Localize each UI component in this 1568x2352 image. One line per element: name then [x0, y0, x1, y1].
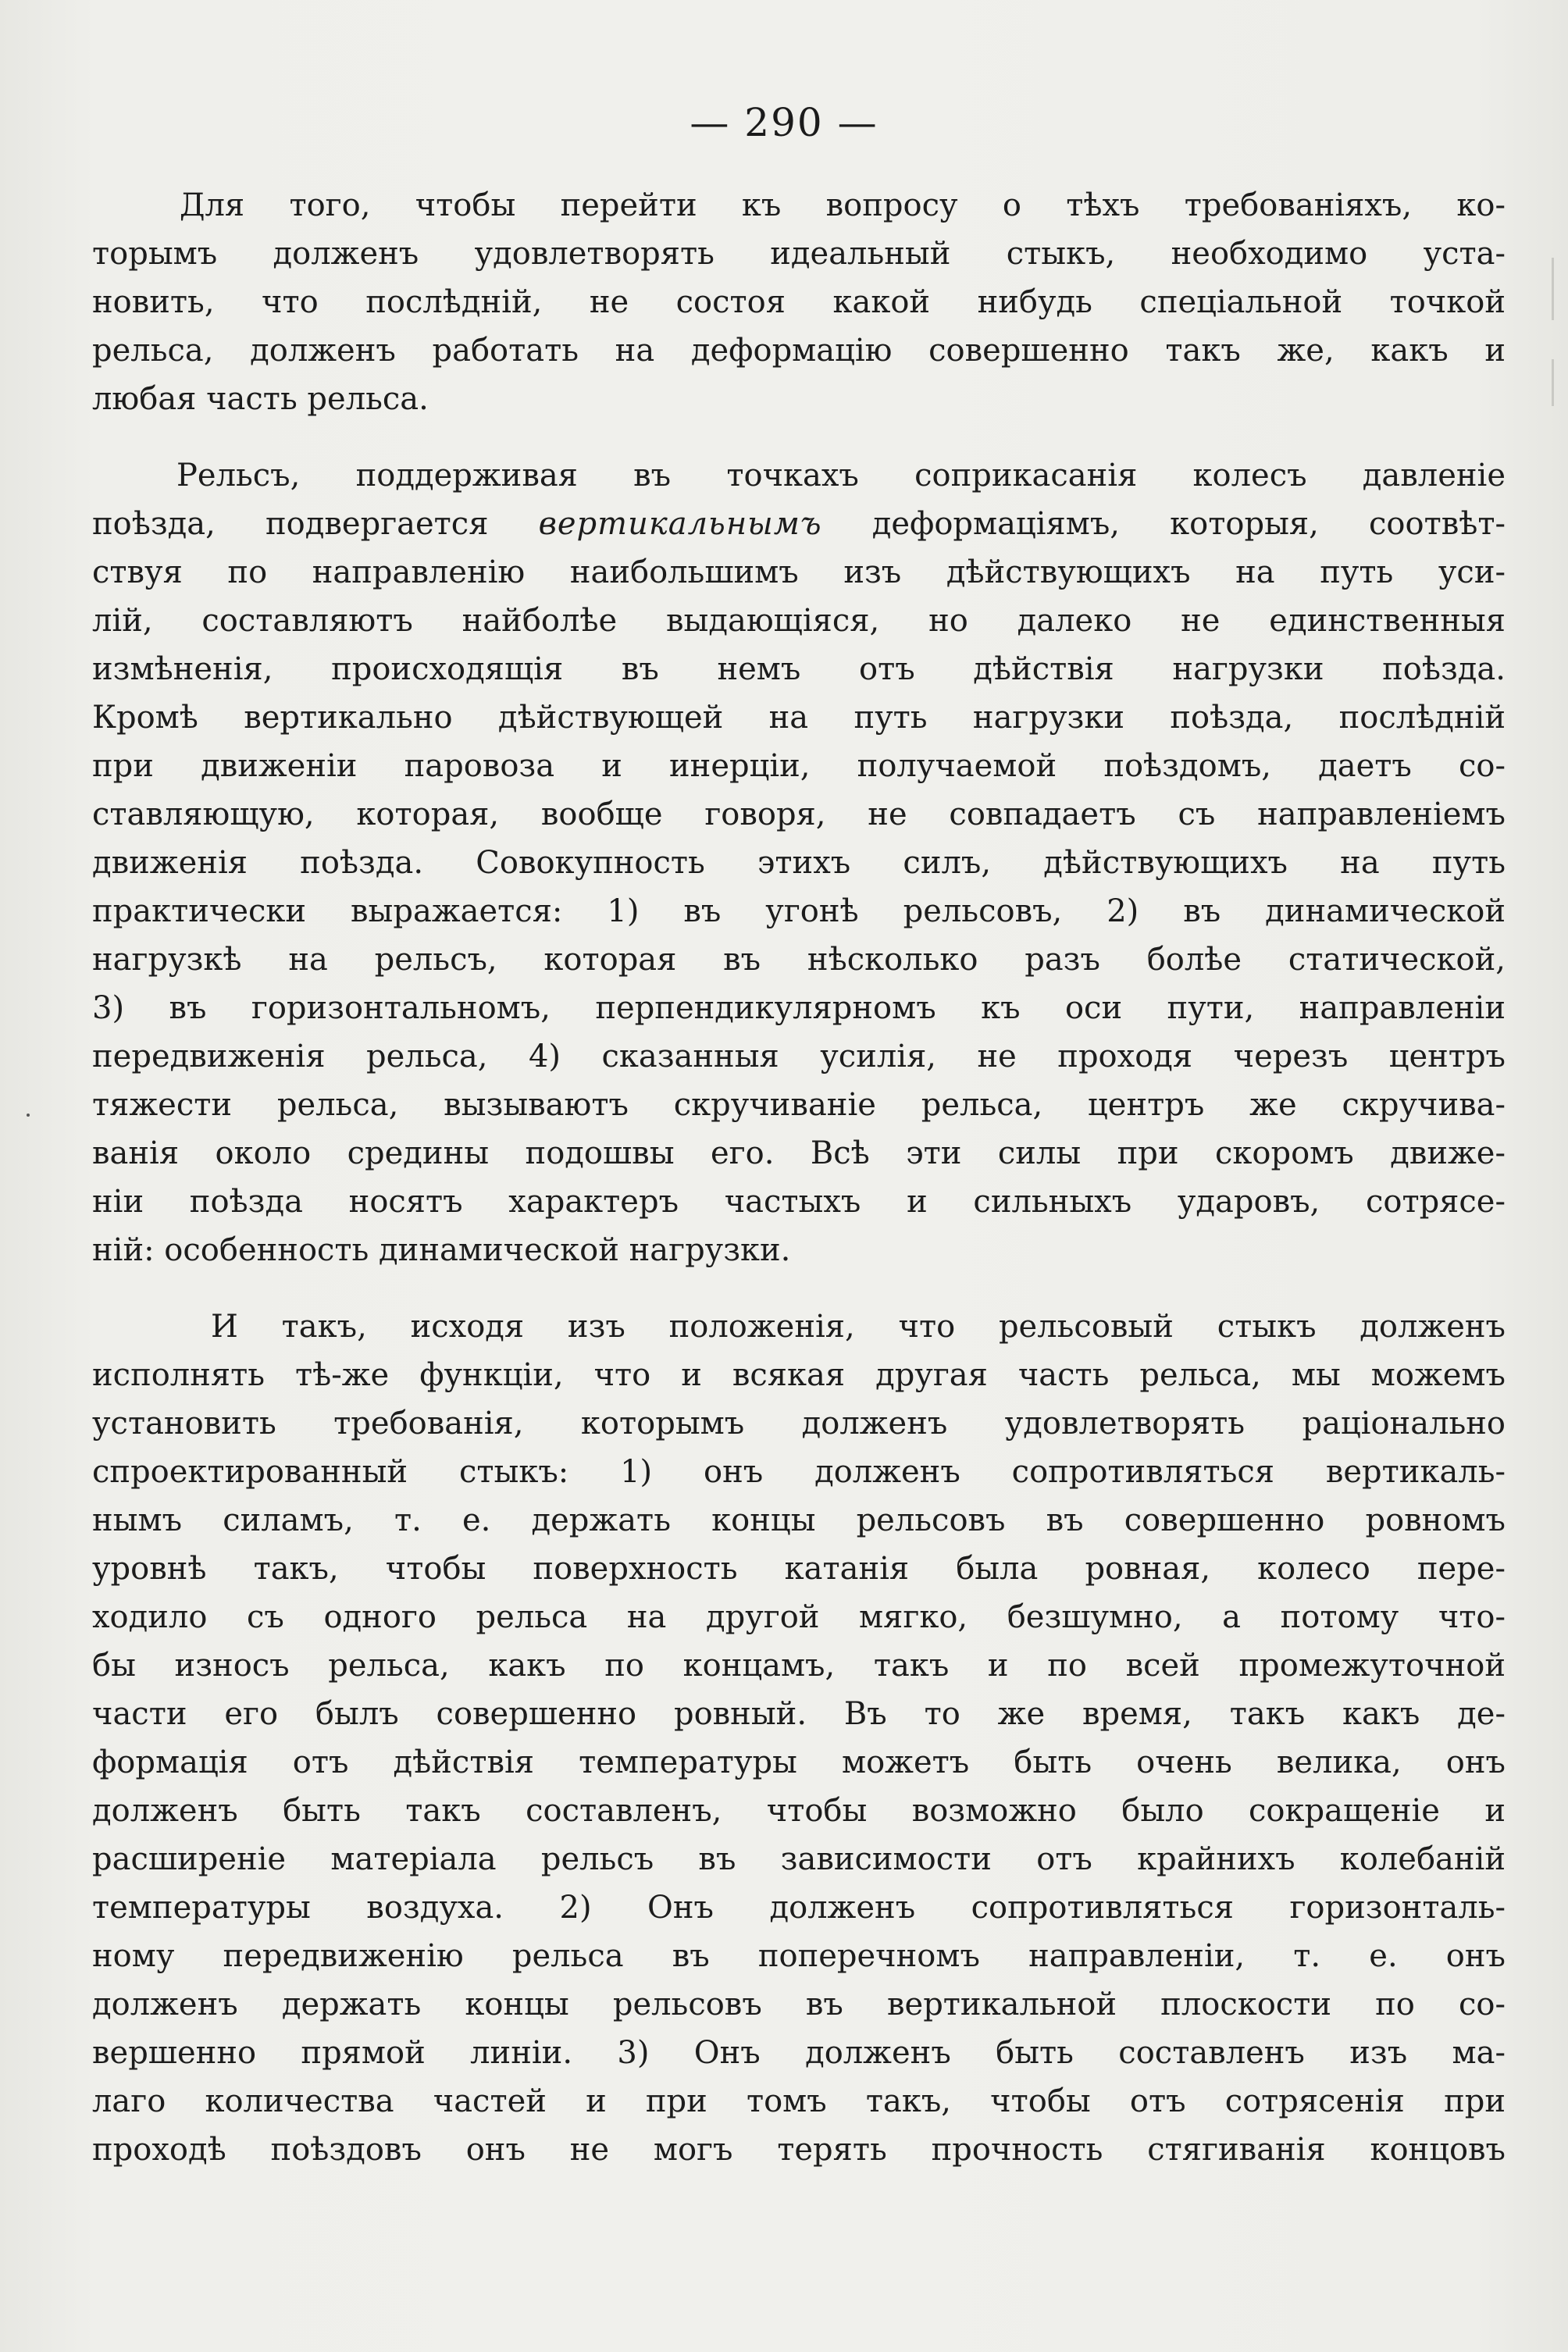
text-line: ходило съ одного рельса на другой мягко, безшумно, а потому что- [92, 1599, 1506, 1635]
text-line: ніи поѣзда носятъ характеръ частыхъ и сильныхъ ударовъ, сотрясе- [92, 1184, 1506, 1220]
paragraph-gap [92, 423, 1506, 451]
text-line: уровнѣ такъ, чтобы поверхность катанія была ровная, колесо пере- [92, 1551, 1506, 1587]
paragraph-3 [92, 1303, 1506, 2174]
text-line: Кромѣ вертикально дѣйствующей на путь нагрузки поѣзда, послѣдній [92, 700, 1506, 736]
paragraph-1 [92, 181, 1506, 423]
text-fragment: деформаціямъ, которыя, соотвѣт- [821, 506, 1506, 542]
text-line: практически выражается: 1) въ угонѣ рельсовъ, 2) въ динамической [92, 893, 1506, 929]
text-line: рельса, долженъ работать на деформацію совершенно такъ же, какъ и [92, 333, 1506, 369]
text-line: лій, составляютъ найболѣе выдающіяся, но далеко не единственныя [92, 603, 1506, 639]
text-line: бы износъ рельса, какъ по концамъ, такъ и по всей промежуточной [92, 1648, 1506, 1684]
emphasized-word: вертикальнымъ [538, 506, 822, 542]
text-line: И такъ, исходя изъ положенія, что рельсовый стыкъ долженъ [211, 1309, 1506, 1345]
text-line-with-emphasis [92, 500, 1506, 548]
text-line: части его былъ совершенно ровный. Въ то же время, такъ какъ де- [92, 1696, 1506, 1732]
ink-speck [27, 1114, 30, 1117]
text-line: ній: особенность динамической нагрузки. [92, 1232, 791, 1268]
text-line: расширеніе матеріала рельсъ въ зависимости отъ крайнихъ колебаній [92, 1841, 1506, 1877]
page-edge-shadow [1552, 359, 1554, 406]
text-line: спроектированный стыкъ: 1) онъ долженъ сопротивляться вертикаль- [92, 1454, 1506, 1490]
text-line: любая часть рельса. [92, 381, 429, 417]
body-text [92, 181, 1506, 2174]
text-line: ствуя по направленію наибольшимъ изъ дѣйствующихъ на путь уси- [92, 554, 1506, 590]
text-fragment: поѣзда, подвергается [92, 506, 539, 542]
text-line: формація отъ дѣйствія температуры можетъ быть очень велика, онъ [92, 1744, 1506, 1780]
text-line: долженъ держать концы рельсовъ въ вертикальной плоскости по со- [92, 1987, 1506, 2022]
text-line: нагрузкѣ на рельсъ, которая въ нѣсколько разъ болѣе статической, [92, 942, 1506, 978]
text-line: установить требованія, которымъ долженъ удовлетворять раціонально [92, 1406, 1506, 1441]
text-line: проходѣ поѣздовъ онъ не могъ терять прочность стягиванія концовъ [92, 2132, 1506, 2168]
text-line: вершенно прямой линіи. 3) Онъ долженъ быть составленъ изъ ма- [92, 2035, 1506, 2071]
text-line: новить, что послѣдній, не состоя какой нибудь спеціальной точкой [92, 284, 1506, 320]
paragraph-2 [92, 451, 1506, 1274]
text-line: при движеніи паровоза и инерціи, получаемой поѣздомъ, даетъ со- [92, 748, 1506, 784]
text-line: ному передвиженію рельса въ поперечномъ направленіи, т. е. онъ [92, 1938, 1506, 1974]
page-edge-shadow [1552, 258, 1554, 320]
text-line: температуры воздуха. 2) Онъ долженъ сопротивляться горизонталь- [92, 1890, 1506, 1926]
text-line: торымъ долженъ удовлетворять идеальный стыкъ, необходимо уста- [92, 236, 1506, 272]
text-line: Рельсъ, поддерживая въ точкахъ соприкасанія колесъ давленіе [176, 458, 1506, 494]
text-line: долженъ быть такъ составленъ, чтобы возможно было сокращеніе и [92, 1793, 1506, 1829]
text-line: движенія поѣзда. Совокупность этихъ силъ, дѣйствующихъ на путь [92, 845, 1506, 881]
text-line: передвиженія рельса, 4) сказанныя усилія, не проходя черезъ центръ [92, 1039, 1506, 1074]
paragraph-gap [92, 1274, 1506, 1303]
text-line: 3) въ горизонтальномъ, перпендикулярномъ къ оси пути, направленіи [92, 990, 1506, 1026]
text-line: лаго количества частей и при томъ такъ, чтобы отъ сотрясенія при [92, 2083, 1506, 2119]
text-line: тяжести рельса, вызываютъ скручиваніе рельса, центръ же скручива- [92, 1087, 1506, 1123]
text-line: ставляющую, которая, вообще говоря, не совпадаетъ съ направленіемъ [92, 796, 1506, 832]
text-line: нымъ силамъ, т. е. держать концы рельсовъ въ совершенно ровномъ [92, 1502, 1506, 1538]
text-line: измѣненія, происходящія въ немъ отъ дѣйствія нагрузки поѣзда. [92, 651, 1506, 687]
text-line: ванія около средины подошвы его. Всѣ эти силы при скоромъ движе- [92, 1135, 1506, 1171]
text-line: исполнять тѣ-же функціи, что и всякая другая часть рельса, мы можемъ [92, 1357, 1506, 1393]
text-line: Для того, чтобы перейти къ вопросу о тѣхъ требованіяхъ, ко- [180, 187, 1506, 223]
page-number: — 290 — [690, 100, 878, 145]
